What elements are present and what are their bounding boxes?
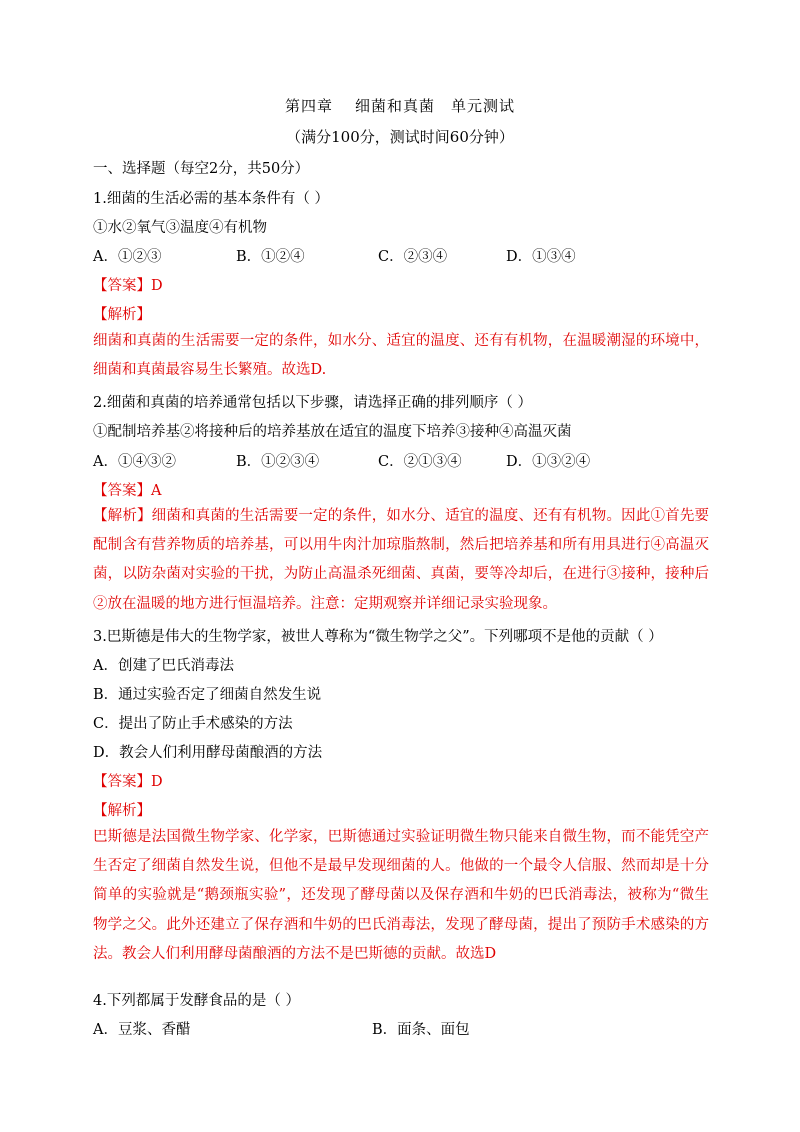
q2-answer: 【答案】A	[93, 483, 162, 499]
page-subtitle: （满分100分，测试时间60分钟）	[286, 128, 514, 146]
q2-option-d: D．①③②④	[506, 454, 591, 470]
q2-option-a: A．①④③②	[93, 454, 176, 470]
q2-items: ①配制培养基②将接种后的培养基放在适宜的温度下培养③接种④高温灭菌	[93, 424, 572, 440]
q3-stem: 3.巴斯德是伟大的生物学家，被世人尊称为“微生物学之父”。下列哪项不是他的贡献（ ）	[93, 629, 663, 645]
q4-option-a: A．豆浆、香醋	[93, 1022, 191, 1038]
section-title: 一、选择题（每空2分，共50分）	[93, 161, 310, 177]
q2-option-b: B．①②③④	[236, 454, 320, 470]
q1-analysis: 细菌和真菌的生活需要一定的条件，如水分、适宜的温度、还有有机物，在温暖潮湿的环境中，细菌和真菌最容易生长繁殖。故选D.	[93, 333, 709, 379]
q3-option-b: B．通过实验否定了细菌自然发生说	[93, 687, 322, 703]
q1-items: ①水②氧气③温度④有机物	[93, 220, 267, 236]
q3-option-a: A．创建了巴氏消毒法	[93, 658, 234, 674]
q1-option-a: A．①②③	[93, 249, 162, 265]
chapter-label: 第四章	[284, 97, 333, 115]
q3-option-d: D．教会人们利用酵母菌酿酒的方法	[93, 745, 323, 761]
q3-option-c: C．提出了防止手术感染的方法	[93, 716, 293, 732]
page-title	[0, 95, 800, 116]
topic-label: 细菌和真菌	[354, 97, 435, 115]
q4-stem: 4.下列都属于发酵食品的是（ ）	[93, 993, 300, 1009]
q2-analysis: 【解析】细菌和真菌的生活需要一定的条件，如水分、适宜的温度、还有有机物。因此①首先要配制含有营养物质的培养基，可以用牛肉汁加琼脂熬制，然后把培养基和所有用具进行④高温灭菌，以防杂菌对实验的干扰，为防止高温杀死细菌、真菌，要等冷却后，在进行③接种，接种后②放在温暖的地方进行恒温培养。注意：定期观察并详细记录实验现象。	[93, 508, 709, 612]
test-label: 单元测试	[451, 97, 516, 115]
q1-option-c: C．②③④	[378, 249, 448, 265]
q3-answer: 【答案】D	[93, 774, 163, 790]
q1-answer: 【答案】D	[93, 278, 163, 294]
q1-option-b: B．①②④	[236, 249, 305, 265]
q3-analysis: 巴斯德是法国微生物学家、化学家，巴斯德通过实验证明微生物只能来自微生物，而不能凭空产生否定了细菌自然发生说，但他不是最早发现细菌的人。他做的一个最令人信服、然而却是十分简单的实验就是“鹅颈瓶实验”，还发现了酵母菌以及保存酒和牛奶的巴氏消毒法，被称为“微生物学之父。此外还建立了保存酒和牛奶的巴氏消毒法，发现了酵母菌，提出了预防手术感染的方法。教会人们利用酵母菌酿酒的方法不是巴斯德的贡献。故选D	[93, 829, 709, 962]
q1-analysis-label: 【解析】	[93, 307, 151, 323]
q3-analysis-label: 【解析】	[93, 803, 151, 819]
q2-option-c: C．②①③④	[378, 454, 462, 470]
q2-stem: 2.细菌和真菌的培养通常包括以下步骤，请选择正确的排列顺序（ ）	[93, 395, 532, 411]
q1-option-d: D．①③④	[506, 249, 576, 265]
q4-option-b: B．面条、面包	[372, 1022, 470, 1038]
q1-stem: 1.细菌的生活必需的基本条件有（ ）	[93, 191, 329, 207]
